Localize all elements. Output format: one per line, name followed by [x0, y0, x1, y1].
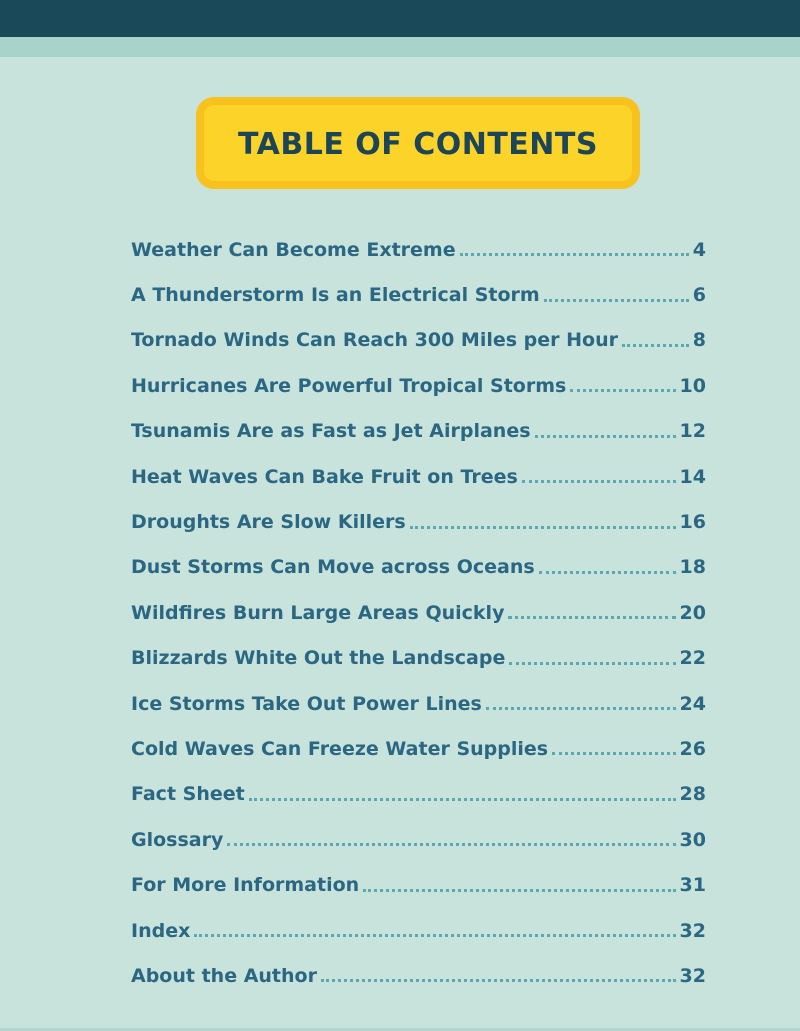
toc-entry[interactable] — [131, 545, 706, 590]
leader-dots — [227, 843, 675, 846]
table-of-contents — [131, 227, 706, 999]
leader-dots — [522, 480, 676, 483]
toc-entry[interactable] — [131, 636, 706, 681]
toc-entry-page: 28 — [679, 783, 706, 806]
toc-entry[interactable] — [131, 272, 706, 317]
toc-entry-title: Glossary — [131, 828, 224, 851]
toc-entry-page: 30 — [679, 828, 706, 851]
toc-entry-title: For More Information — [131, 874, 360, 897]
toc-entry-page: 8 — [692, 329, 706, 352]
leader-dots — [539, 571, 676, 574]
leader-dots — [321, 979, 676, 982]
toc-entry[interactable] — [131, 817, 706, 862]
toc-entry-page: 10 — [679, 374, 706, 397]
leader-dots — [363, 889, 675, 892]
toc-entry-page: 14 — [679, 465, 706, 488]
toc-entry[interactable] — [131, 499, 706, 544]
toc-entry[interactable] — [131, 953, 706, 998]
toc-entry-title: Cold Waves Can Freeze Water Supplies — [131, 737, 549, 760]
toc-entry[interactable] — [131, 862, 706, 907]
header-sub-band — [0, 37, 800, 57]
toc-entry[interactable] — [131, 726, 706, 771]
leader-dots — [570, 389, 675, 392]
leader-dots — [508, 616, 675, 619]
toc-entry[interactable] — [131, 409, 706, 454]
toc-entry[interactable] — [131, 318, 706, 363]
toc-entry[interactable] — [131, 363, 706, 408]
toc-entry-title: Tsunamis Are as Fast as Jet Airplanes — [131, 420, 531, 443]
toc-entry-page: 12 — [679, 420, 706, 443]
toc-entry[interactable] — [131, 227, 706, 272]
toc-entry-page: 4 — [692, 238, 706, 261]
title-banner — [196, 97, 640, 189]
leader-dots — [535, 435, 676, 438]
leader-dots — [509, 662, 675, 665]
toc-entry-title: Fact Sheet — [131, 783, 245, 806]
toc-entry-page: 18 — [679, 556, 706, 579]
toc-entry-title: Hurricanes Are Powerful Tropical Storms — [131, 374, 567, 397]
toc-entry[interactable] — [131, 908, 706, 953]
toc-entry-page: 32 — [679, 919, 706, 942]
toc-entry-title: Tornado Winds Can Reach 300 Miles per Hour — [131, 329, 618, 352]
toc-entry-title: Ice Storms Take Out Power Lines — [131, 692, 482, 715]
toc-entry-title: Dust Storms Can Move across Oceans — [131, 556, 535, 579]
toc-entry-page: 31 — [679, 874, 706, 897]
toc-entry-page: 26 — [679, 737, 706, 760]
leader-dots — [552, 752, 675, 755]
toc-entry-page: 20 — [679, 601, 706, 624]
toc-entry-page: 24 — [679, 692, 706, 715]
toc-entry-title: Index — [131, 919, 191, 942]
page-title: TABLE OF CONTENTS — [238, 126, 598, 162]
toc-entry[interactable] — [131, 454, 706, 499]
header-band — [0, 0, 800, 37]
toc-entry-title: Wildfires Burn Large Areas Quickly — [131, 601, 505, 624]
toc-entry[interactable] — [131, 681, 706, 726]
toc-entry-title: Heat Waves Can Bake Fruit on Trees — [131, 465, 518, 488]
toc-entry-page: 6 — [692, 284, 706, 307]
toc-entry[interactable] — [131, 590, 706, 635]
toc-entry-page: 16 — [679, 511, 706, 534]
toc-entry-title: A Thunderstorm Is an Electrical Storm — [131, 284, 540, 307]
toc-entry-title: Droughts Are Slow Killers — [131, 511, 406, 534]
leader-dots — [460, 253, 689, 256]
toc-entry-title: Weather Can Become Extreme — [131, 238, 456, 261]
leader-dots — [249, 798, 676, 801]
toc-entry-title: Blizzards White Out the Landscape — [131, 647, 506, 670]
toc-entry[interactable] — [131, 772, 706, 817]
leader-dots — [622, 344, 689, 347]
leader-dots — [194, 934, 675, 937]
toc-entry-page: 22 — [679, 647, 706, 670]
leader-dots — [486, 707, 676, 710]
toc-entry-title: About the Author — [131, 964, 317, 987]
toc-entry-page: 32 — [679, 964, 706, 987]
leader-dots — [544, 299, 689, 302]
leader-dots — [410, 526, 676, 529]
